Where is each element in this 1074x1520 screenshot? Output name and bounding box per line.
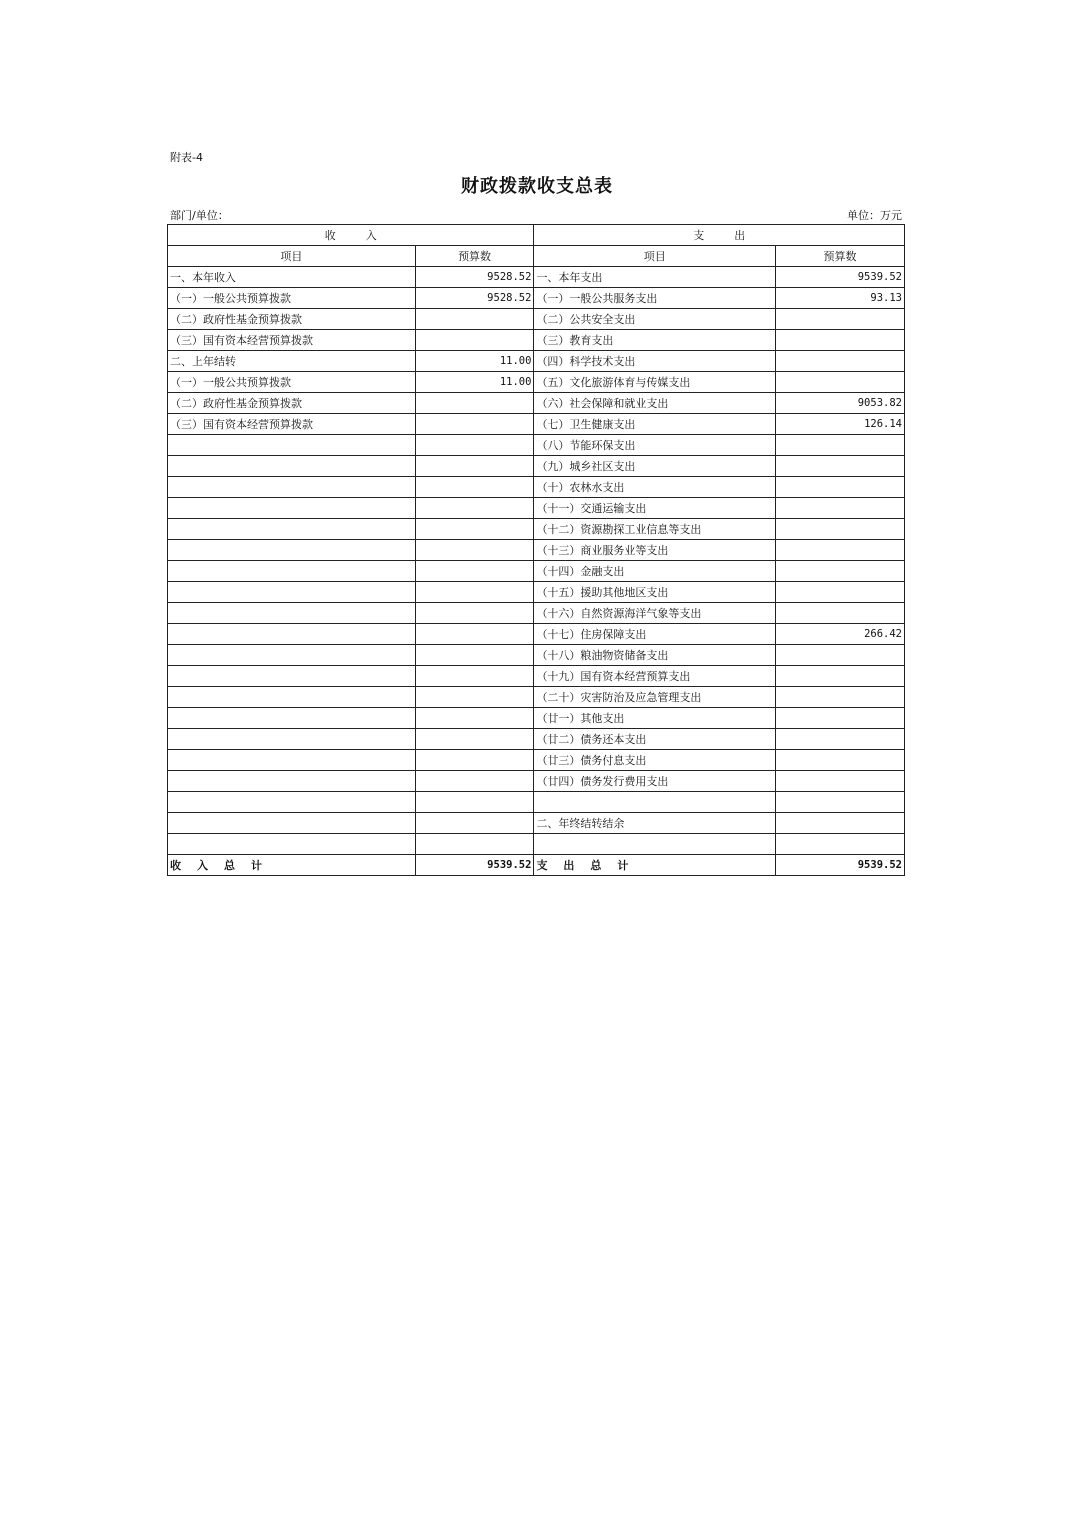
income-amount-cell [415, 792, 534, 813]
table-row [168, 393, 905, 414]
income-item-cell [168, 771, 416, 792]
income-amount-cell [415, 540, 534, 561]
income-amount-cell [415, 771, 534, 792]
department-label: 部门/单位： [170, 209, 229, 222]
expense-item-cell: 一、本年支出 [534, 267, 776, 288]
income-amount-header: 预算数 [415, 246, 534, 267]
income-amount-cell: 11.00 [415, 372, 534, 393]
expense-amount-cell [776, 561, 905, 582]
expense-total-amount: 9539.52 [776, 855, 905, 876]
table-row [168, 603, 905, 624]
income-amount-cell [415, 708, 534, 729]
table-row [168, 729, 905, 750]
expense-item-cell: （七）卫生健康支出 [534, 414, 776, 435]
expense-amount-cell [776, 603, 905, 624]
expense-item-cell [534, 834, 776, 855]
expense-item-cell [534, 792, 776, 813]
income-item-cell [168, 687, 416, 708]
table-row [168, 477, 905, 498]
expense-section-header: 支出 [534, 225, 905, 246]
table-row [168, 414, 905, 435]
table-row [168, 519, 905, 540]
table-row [168, 330, 905, 351]
expense-item-cell: （十七）住房保障支出 [534, 624, 776, 645]
table-row [168, 498, 905, 519]
expense-item-cell: （三）教育支出 [534, 330, 776, 351]
income-amount-cell [415, 750, 534, 771]
expense-amount-cell [776, 708, 905, 729]
income-item-cell: （一）一般公共预算拨款 [168, 288, 416, 309]
expense-amount-cell [776, 456, 905, 477]
income-amount-cell [415, 645, 534, 666]
table-row [168, 666, 905, 687]
expense-item-cell: （九）城乡社区支出 [534, 456, 776, 477]
income-item-cell: （二）政府性基金预算拨款 [168, 393, 416, 414]
expense-amount-cell [776, 540, 905, 561]
table-row [168, 267, 905, 288]
section-header-row [168, 225, 905, 246]
expense-amount-cell: 266.42 [776, 624, 905, 645]
page-title: 财政拨款收支总表 [461, 176, 613, 197]
table-row [168, 372, 905, 393]
income-amount-cell [415, 456, 534, 477]
expense-amount-cell: 9539.52 [776, 267, 905, 288]
income-item-cell [168, 750, 416, 771]
expense-item-cell: （五）文化旅游体育与传媒支出 [534, 372, 776, 393]
expense-item-cell: （廿三）债务付息支出 [534, 750, 776, 771]
income-amount-cell: 11.00 [415, 351, 534, 372]
table-row [168, 771, 905, 792]
expense-amount-cell [776, 771, 905, 792]
income-item-cell [168, 582, 416, 603]
income-amount-cell [415, 729, 534, 750]
table-row [168, 309, 905, 330]
income-item-cell [168, 456, 416, 477]
expense-amount-cell [776, 309, 905, 330]
income-amount-cell [415, 477, 534, 498]
expense-item-cell: （十三）商业服务业等支出 [534, 540, 776, 561]
table-row [168, 456, 905, 477]
expense-amount-cell [776, 813, 905, 834]
income-total-amount: 9539.52 [415, 855, 534, 876]
table-row [168, 561, 905, 582]
income-amount-cell [415, 813, 534, 834]
income-item-cell [168, 645, 416, 666]
table-row [168, 435, 905, 456]
table-row [168, 288, 905, 309]
income-amount-cell [415, 603, 534, 624]
income-amount-cell [415, 834, 534, 855]
income-item-cell [168, 792, 416, 813]
income-item-cell [168, 519, 416, 540]
expense-amount-cell: 9053.82 [776, 393, 905, 414]
expense-item-cell: 二、年终结转结余 [534, 813, 776, 834]
income-item-cell [168, 540, 416, 561]
expense-total-label: 支出总计 [534, 855, 776, 876]
income-section-header: 收入 [168, 225, 534, 246]
income-total-label: 收入总计 [168, 855, 416, 876]
income-item-cell: （一）一般公共预算拨款 [168, 372, 416, 393]
table-row [168, 351, 905, 372]
income-item-cell [168, 435, 416, 456]
table-row [168, 624, 905, 645]
expense-amount-cell: 93.13 [776, 288, 905, 309]
expense-amount-cell [776, 834, 905, 855]
income-amount-cell [415, 666, 534, 687]
expense-item-cell: （十八）粮油物资储备支出 [534, 645, 776, 666]
income-amount-cell [415, 519, 534, 540]
expense-item-cell: （二十）灾害防治及应急管理支出 [534, 687, 776, 708]
sheet-number: 附表-4 [170, 151, 203, 164]
income-amount-cell [415, 330, 534, 351]
income-item-cell [168, 477, 416, 498]
table-row [168, 813, 905, 834]
income-item-cell: （三）国有资本经营预算拨款 [168, 414, 416, 435]
expense-amount-cell: 126.14 [776, 414, 905, 435]
table-row [168, 582, 905, 603]
table-row [168, 708, 905, 729]
expense-amount-cell [776, 645, 905, 666]
expense-item-cell: （十）农林水支出 [534, 477, 776, 498]
table-row [168, 645, 905, 666]
expense-item-cell: （十九）国有资本经营预算支出 [534, 666, 776, 687]
unit-label: 单位：万元 [847, 209, 902, 222]
income-item-cell: 二、上年结转 [168, 351, 416, 372]
expense-item-cell: （十一）交通运输支出 [534, 498, 776, 519]
income-amount-cell [415, 393, 534, 414]
expense-item-cell: （十六）自然资源海洋气象等支出 [534, 603, 776, 624]
expense-amount-cell [776, 330, 905, 351]
expense-item-cell: （廿一）其他支出 [534, 708, 776, 729]
income-item-header: 项目 [168, 246, 416, 267]
expense-amount-cell [776, 792, 905, 813]
income-item-cell [168, 603, 416, 624]
expense-item-cell: （一）一般公共服务支出 [534, 288, 776, 309]
expense-amount-cell [776, 750, 905, 771]
expense-amount-header: 预算数 [776, 246, 905, 267]
expense-item-cell: （六）社会保障和就业支出 [534, 393, 776, 414]
income-item-cell [168, 729, 416, 750]
expense-item-cell: （二）公共安全支出 [534, 309, 776, 330]
income-item-cell: （三）国有资本经营预算拨款 [168, 330, 416, 351]
column-header-row [168, 246, 905, 267]
income-amount-cell [415, 561, 534, 582]
income-amount-cell: 9528.52 [415, 288, 534, 309]
income-item-cell: 一、本年收入 [168, 267, 416, 288]
income-item-cell [168, 708, 416, 729]
table-row [168, 687, 905, 708]
expense-amount-cell [776, 729, 905, 750]
income-item-cell [168, 834, 416, 855]
income-amount-cell [415, 624, 534, 645]
expense-item-cell: （八）节能环保支出 [534, 435, 776, 456]
expense-amount-cell [776, 666, 905, 687]
income-amount-cell [415, 309, 534, 330]
income-amount-cell [415, 687, 534, 708]
expense-item-cell: （廿四）债务发行费用支出 [534, 771, 776, 792]
income-amount-cell [415, 435, 534, 456]
expense-item-cell: （廿二）债务还本支出 [534, 729, 776, 750]
table-row [168, 834, 905, 855]
expense-item-cell: （四）科学技术支出 [534, 351, 776, 372]
expense-amount-cell [776, 687, 905, 708]
income-item-cell [168, 624, 416, 645]
expense-amount-cell [776, 519, 905, 540]
table-row [168, 750, 905, 771]
budget-table [167, 224, 905, 876]
expense-item-cell: （十五）援助其他地区支出 [534, 582, 776, 603]
income-amount-cell [415, 498, 534, 519]
income-amount-cell [415, 414, 534, 435]
income-item-cell [168, 561, 416, 582]
expense-amount-cell [776, 582, 905, 603]
expense-amount-cell [776, 477, 905, 498]
table-row [168, 540, 905, 561]
income-item-cell [168, 498, 416, 519]
table-row [168, 792, 905, 813]
expense-item-cell: （十四）金融支出 [534, 561, 776, 582]
income-amount-cell [415, 582, 534, 603]
expense-amount-cell [776, 435, 905, 456]
income-amount-cell: 9528.52 [415, 267, 534, 288]
table-body [168, 267, 905, 855]
expense-amount-cell [776, 372, 905, 393]
total-row [168, 855, 905, 876]
expense-amount-cell [776, 498, 905, 519]
expense-amount-cell [776, 351, 905, 372]
expense-item-header: 项目 [534, 246, 776, 267]
income-item-cell: （二）政府性基金预算拨款 [168, 309, 416, 330]
expense-item-cell: （十二）资源勘探工业信息等支出 [534, 519, 776, 540]
income-item-cell [168, 813, 416, 834]
income-item-cell [168, 666, 416, 687]
